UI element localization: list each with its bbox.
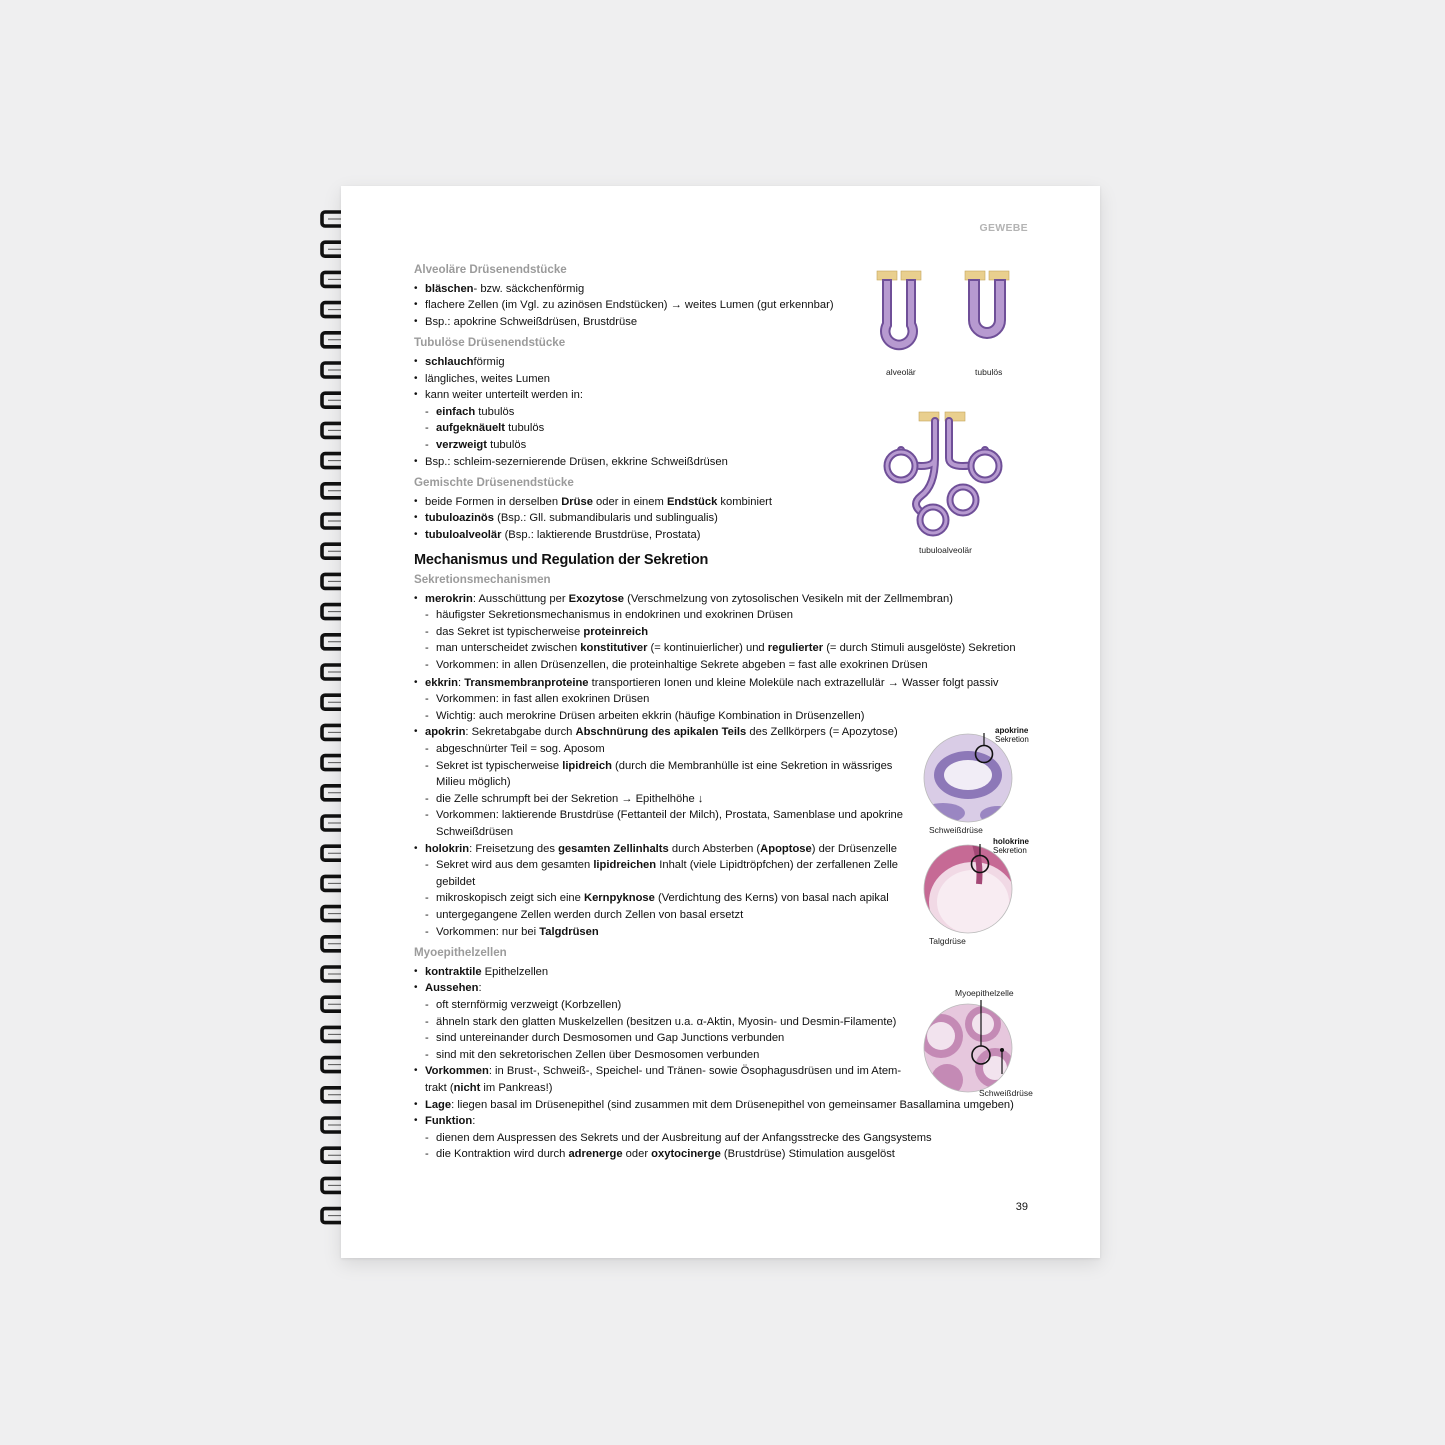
heading-mechanism: Mechanismus und Regulation der Sekretion xyxy=(414,551,709,568)
caption-myo-top: Myoepithelzelle xyxy=(955,988,1014,998)
list-subitem: - sind untereinander durch Desmosomen und Gap Junctions verbunden xyxy=(414,1030,1034,1047)
list-item: • Funktion: xyxy=(414,1113,1034,1130)
list-subitem: - mikroskopisch zeigt sich eine Kernpyknose (Verdichtung des Kerns) von basal nach apikal xyxy=(414,890,1034,907)
list-subitem: - einfach tubulös xyxy=(414,404,1034,421)
caption-schweiss-1: Schweißdrüse xyxy=(929,825,983,835)
list-item: • tubuloalveolär (Bsp.: laktierende Brustdrüse, Prostata) xyxy=(414,527,1034,544)
list-subitem: - oft sternförmig verzweigt (Korbzellen) xyxy=(414,997,1034,1014)
micrograph-sweat-gland xyxy=(923,733,1013,823)
caption-alveolar: alveolär xyxy=(886,367,916,377)
alveolar-list xyxy=(414,281,1034,331)
list-item: • Aussehen: xyxy=(414,980,1034,997)
heading-secretion: Sekretionsmechanismen xyxy=(414,573,551,587)
list-subitem: - Vorkommen: in fast allen exokrinen Drüsen xyxy=(414,691,1034,708)
list-subitem: - ähneln stark den glatten Muskelzellen (besitzen u.a. α-Aktin, Myosin- und Desmin-Filamente) xyxy=(414,1014,1034,1031)
heading-mixed: Gemischte Drüsenendstücke xyxy=(414,476,574,490)
list-item: • flachere Zellen (im Vgl. zu azinösen Endstücken) → weites Lumen (gut erkennbar) xyxy=(414,297,1034,314)
heading-tubular: Tubulöse Drüsenendstücke xyxy=(414,336,566,350)
caption-talg: Talgdrüse xyxy=(929,936,966,946)
caption-myo-bottom: Schweißdrüse xyxy=(979,1088,1033,1098)
list-subitem: - abgeschnürter Teil = sog. Aposom xyxy=(414,741,1034,758)
list-item: • schlauchförmig xyxy=(414,354,1034,371)
list-item: • kann weiter unterteilt werden in: xyxy=(414,387,1034,404)
list-item-apokrin: • apokrin: Sekretabgabe durch Abschnürung des apikalen Teils des Zellkörpers (= Apozytose) xyxy=(414,724,915,741)
list-subitem: - die Kontraktion wird durch adrenerge oder oxytocinerge (Brustdrüse) Stimulation ausgelöst xyxy=(414,1146,1034,1163)
label-holokrine: holokrine Sekretion xyxy=(993,837,1030,855)
list-item: • Bsp.: schleim-sezernierende Drüsen, ekkrine Schweißdrüsen xyxy=(414,454,1034,471)
heading-alveolar: Alveoläre Drüsenendstücke xyxy=(414,263,567,276)
list-subitem: - Vorkommen: laktierende Brustdrüse (Fettanteil der Milch), Prostata, Samenblase und apokrine Schweißdrüsen xyxy=(414,807,916,840)
list-subitem: - Vorkommen: in allen Drüsenzellen, die proteinhaltige Sekrete abgeben = fast alle exokrinen Drüsen xyxy=(414,657,1034,674)
list-item: • bläschen- bzw. säckchenförmig xyxy=(414,281,1034,298)
list-item: • Lage: liegen basal im Drüsenepithel (sind zusammen mit dem Drüsenepithel von gemeinsamer Basallamina umgeben) xyxy=(414,1097,1034,1114)
list-item: • Bsp.: apokrine Schweißdrüsen, Brustdrüse xyxy=(414,314,1034,331)
micrograph-sebaceous-gland xyxy=(923,844,1013,934)
list-subitem: - häufigster Sekretionsmechanismus in endokrinen und exokrinen Drüsen xyxy=(414,607,1034,624)
notebook-page xyxy=(341,186,1100,1258)
list-item-holokrin: • holokrin: Freisetzung des gesamten Zellinhalts durch Absterben (Apoptose) der Drüsenzelle xyxy=(414,841,915,858)
tubuloalveolar-gland-illustration xyxy=(881,408,1011,540)
list-subitem: - aufgeknäuelt tubulös xyxy=(414,420,1034,437)
alveolar-gland-illustration xyxy=(871,268,931,363)
label-apokrine: apokrine Sekretion xyxy=(995,726,1029,744)
list-item: • beide Formen in derselben Drüse oder in einem Endstück kombiniert xyxy=(414,494,1034,511)
heading-myo: Myoepithelzellen xyxy=(414,946,507,960)
list-subitem: - dienen dem Auspressen des Sekrets und der Ausbreitung auf der Anfangsstrecke des Gangsystems xyxy=(414,1130,1034,1147)
list-subitem: - Vorkommen: nur bei Talgdrüsen xyxy=(414,924,1034,941)
list-subitem: - Sekret wird aus dem gesamten lipidreichen Inhalt (viele Lipidtröpfchen) der zerfallenen Zelle gebildet xyxy=(414,857,914,890)
list-item: • tubuloazinös (Bsp.: Gll. submandibularis und sublingualis) xyxy=(414,510,1034,527)
list-subitem: - verzweigt tubulös xyxy=(414,437,1034,454)
list-subitem: - das Sekret ist typischerweise proteinreich xyxy=(414,624,1034,641)
list-item-ekkrin: • ekkrin: Transmembranproteine transportieren Ionen und kleine Moleküle nach extrazellulär → Wasser folgt passiv xyxy=(414,675,1034,692)
list-subitem: - Wichtig: auch merokrine Drüsen arbeiten ekkrin (häufige Kombination in Drüsenzellen) xyxy=(414,708,1034,725)
list-subitem: - die Zelle schrumpft bei der Sekretion → Epithelhöhe ↓ xyxy=(414,791,1034,808)
tubular-gland-illustration xyxy=(961,268,1021,363)
page-number: 39 xyxy=(1015,1201,1028,1213)
list-subitem: - untergegangene Zellen werden durch Zellen von basal ersetzt xyxy=(414,907,1034,924)
list-subitem: - Sekret ist typischerweise lipidreich (durch die Membranhülle ist eine Sekretion in wässriges Milieu möglich) xyxy=(414,758,914,791)
list-item: • kontraktile Epithelzellen xyxy=(414,964,1034,981)
caption-tubuloalveolar: tubuloalveolär xyxy=(919,545,972,555)
micrograph-myoepithelial xyxy=(923,998,1018,1093)
list-item: • längliches, weites Lumen xyxy=(414,371,1034,388)
caption-tubular: tubulös xyxy=(975,367,1003,377)
list-item: • Vorkommen: in Brust-, Schweiß-, Speichel- und Tränen- sowie Ösophagusdrüsen und im Atem-trakt (nicht im Pankreas!) xyxy=(414,1063,903,1096)
list-item-merokrin: • merokrin: Ausschüttung per Exozytose (Verschmelzung von zytosolischen Vesikeln mit der Zellmembran) xyxy=(414,591,1034,608)
list-subitem: - sind mit den sekretorischen Zellen über Desmosomen verbunden xyxy=(414,1047,1034,1064)
running-head: GEWEBE xyxy=(979,222,1028,234)
list-subitem: - man unterscheidet zwischen konstitutiver (= kontinuierlicher) und regulierter (= durch Stimuli ausgelöste) Sekretion xyxy=(414,640,1034,657)
